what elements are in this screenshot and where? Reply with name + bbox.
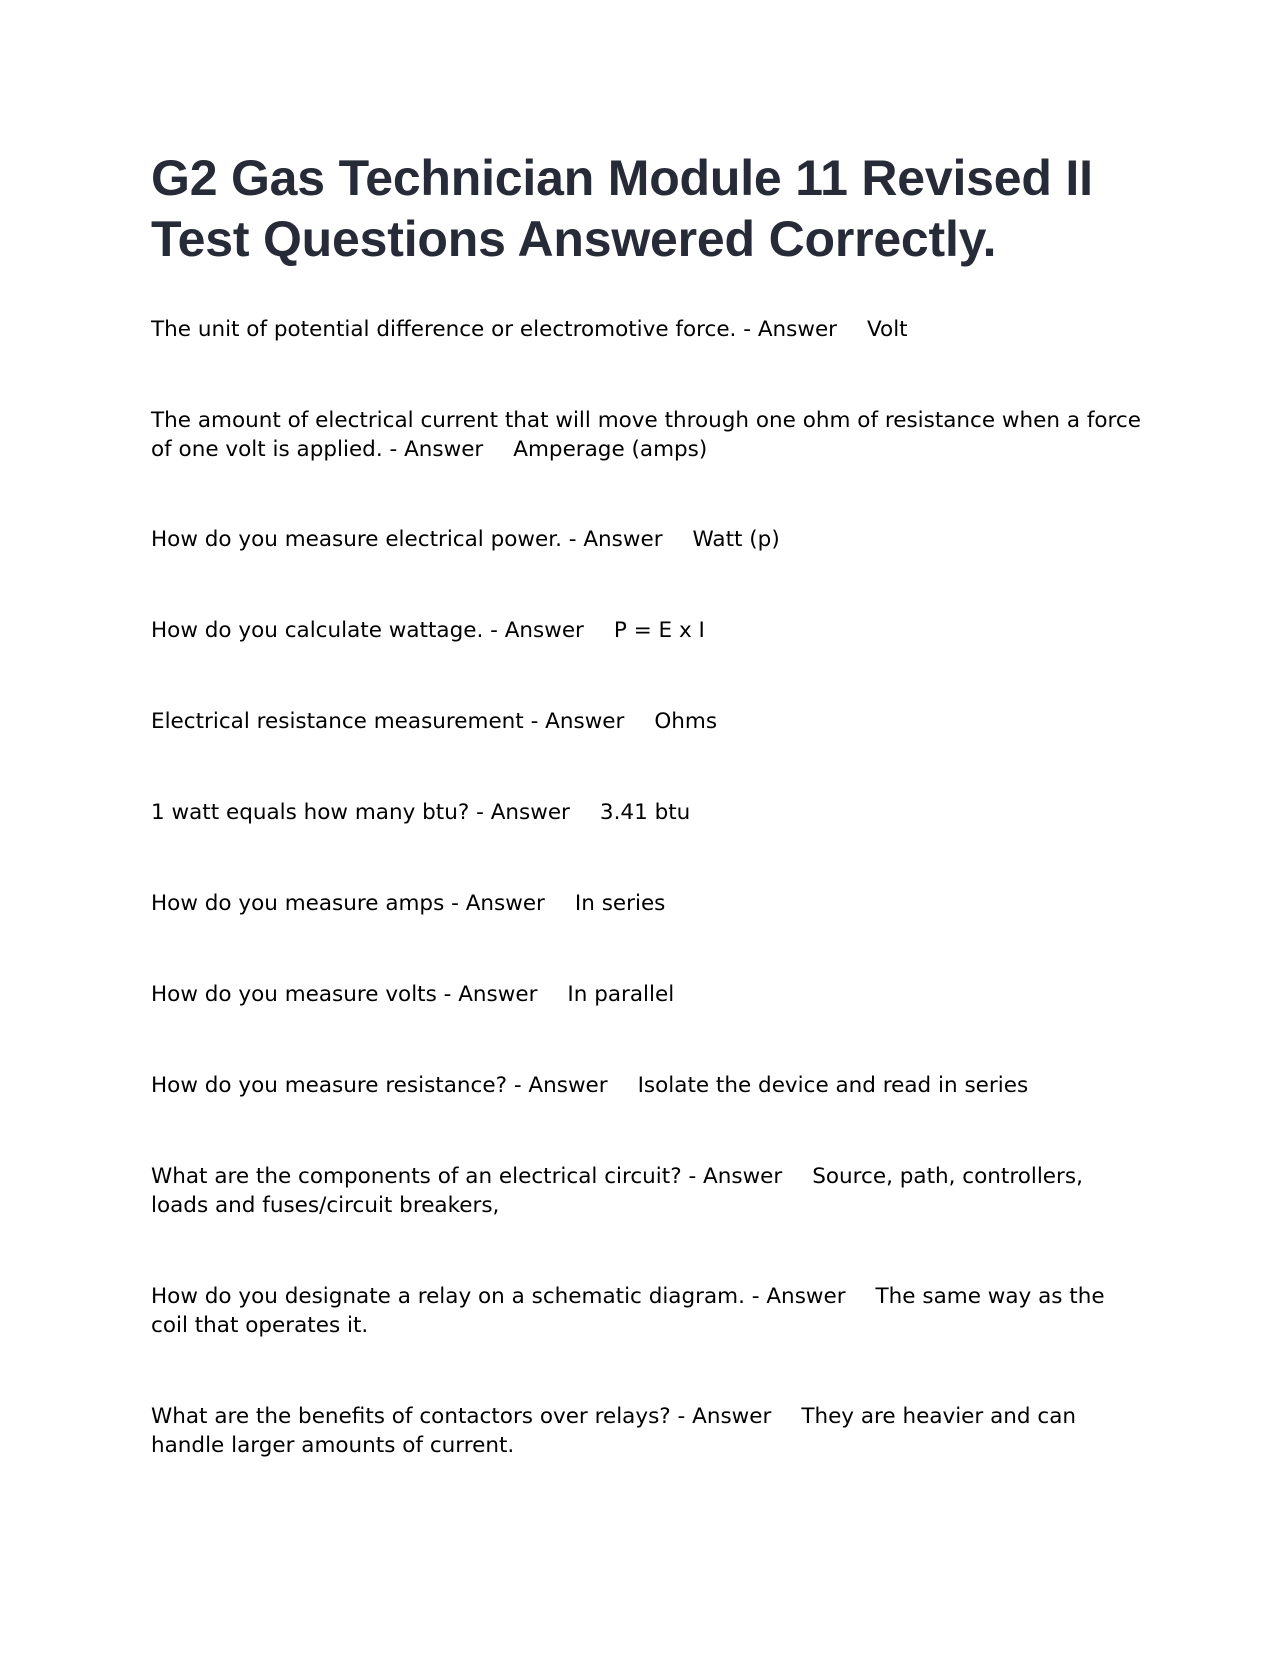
question-text: What are the benefits of contactors over relays? - Answer	[151, 1404, 772, 1429]
answer-text: Isolate the device and read in series	[637, 1073, 1029, 1098]
qa-item	[151, 1071, 1141, 1100]
qa-item	[151, 980, 1141, 1009]
qa-item	[151, 315, 1141, 344]
answer-text: Source, path, controllers, loads and fuses/circuit breakers,	[151, 1164, 1083, 1218]
question-text: 1 watt equals how many btu? - Answer	[151, 800, 570, 825]
answer-text: Amperage (amps)	[513, 437, 708, 462]
answer-text: 3.41 btu	[599, 800, 691, 825]
answer-text: In parallel	[567, 982, 675, 1007]
answer-text: The same way as the coil that operates it.	[151, 1284, 1105, 1338]
question-text: How do you designate a relay on a schematic diagram. - Answer	[151, 1284, 846, 1309]
qa-item	[151, 1402, 1141, 1460]
answer-text: In series	[574, 891, 666, 916]
answer-text: They are heavier and can handle larger amounts of current.	[151, 1404, 1076, 1458]
answer-text: Ohms	[654, 709, 718, 734]
qa-item	[151, 707, 1141, 736]
qa-item	[151, 798, 1141, 827]
answer-text: Watt (p)	[692, 527, 780, 552]
question-text: The unit of potential difference or electromotive force. - Answer	[151, 317, 838, 342]
qa-item	[151, 616, 1141, 645]
question-text: How do you measure amps - Answer	[151, 891, 545, 916]
question-text: How do you calculate wattage. - Answer	[151, 618, 584, 643]
qa-item	[151, 525, 1141, 554]
question-text: Electrical resistance measurement - Answer	[151, 709, 625, 734]
qa-item	[151, 406, 1141, 464]
document-title: G2 Gas Technician Module 11 Revised II Test Questions Answered Correctly.	[151, 150, 1093, 267]
question-text: How do you measure volts - Answer	[151, 982, 538, 1007]
question-text: The amount of electrical current that will move through one ohm of resistance when a force of one volt is applied. - Answer	[151, 408, 1141, 462]
answer-text: P = E x I	[613, 618, 705, 643]
question-text: How do you measure electrical power. - Answer	[151, 527, 663, 552]
qa-item	[151, 889, 1141, 918]
question-text: How do you measure resistance? - Answer	[151, 1073, 608, 1098]
qa-item	[151, 1282, 1141, 1340]
qa-item	[151, 1162, 1141, 1220]
question-text: What are the components of an electrical circuit? - Answer	[151, 1164, 783, 1189]
answer-text: Volt	[867, 317, 908, 342]
